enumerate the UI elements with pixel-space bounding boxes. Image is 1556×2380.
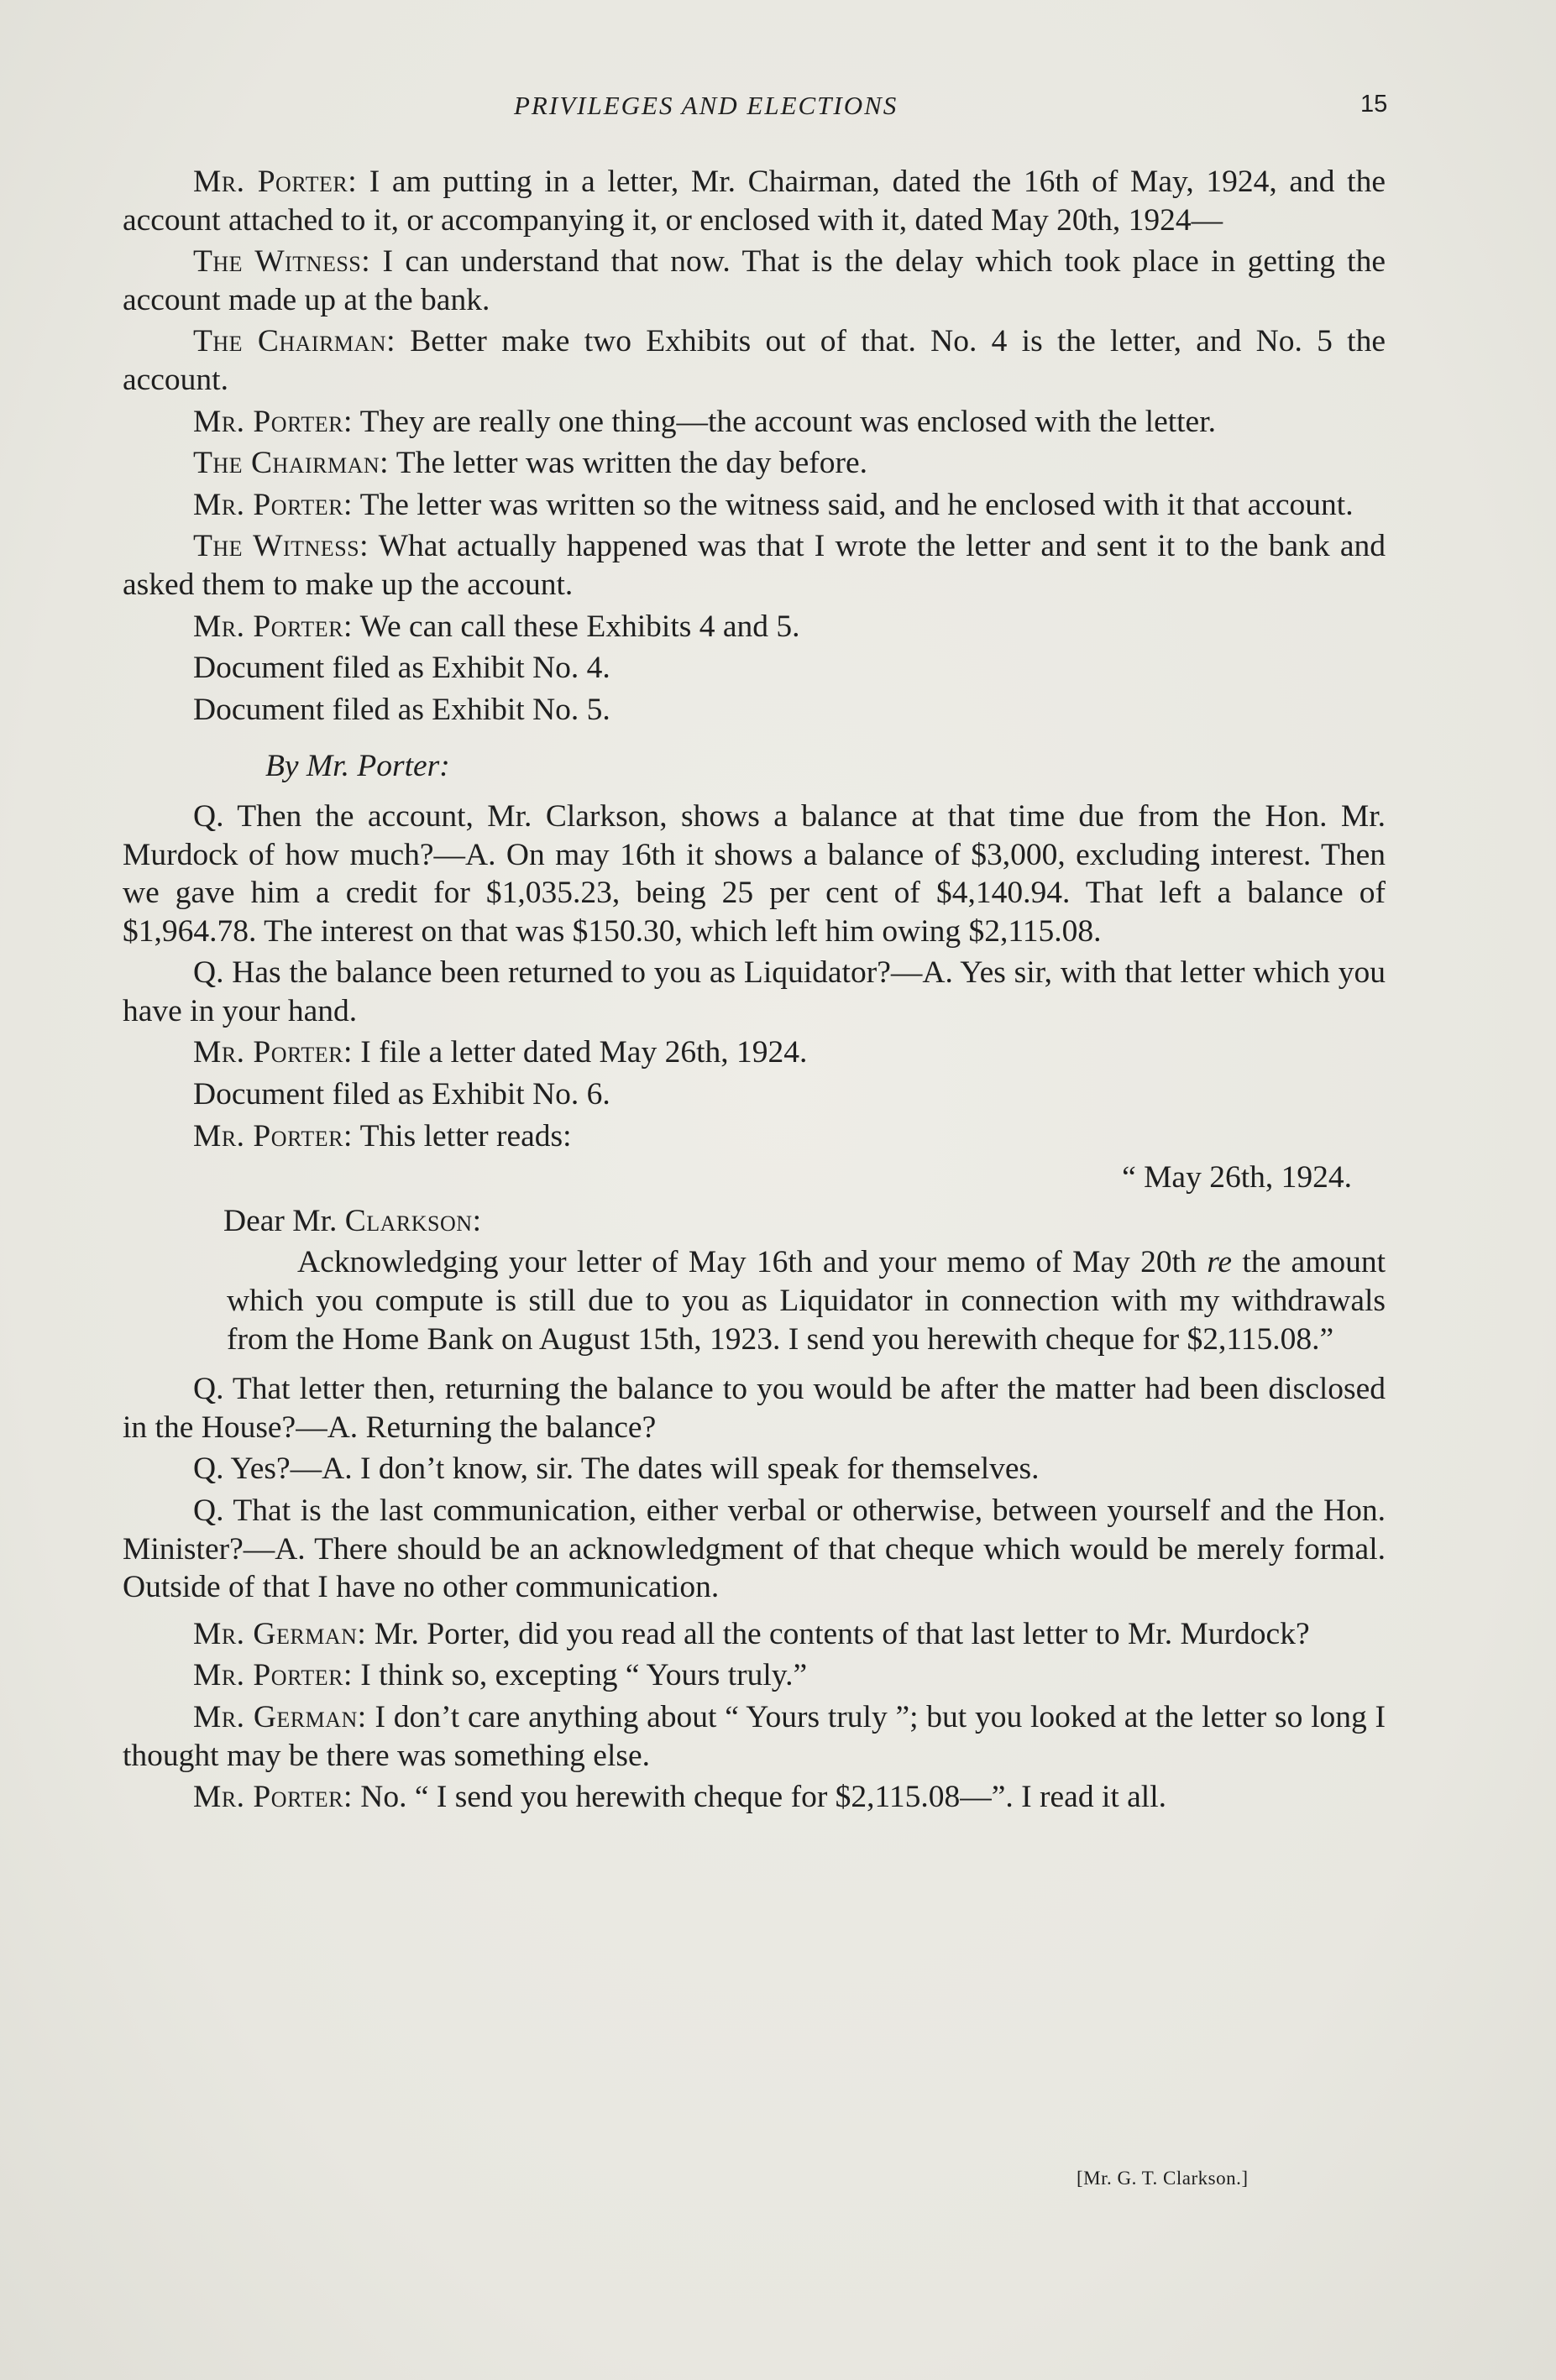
speaker-name: The Chairman:: [193, 446, 390, 481]
speaker-name: Mr. Porter:: [193, 165, 358, 199]
addressee-name: Clarkson: [344, 1203, 473, 1238]
paragraph: [123, 444, 1386, 483]
speech-text: The letter was written the day before.: [389, 446, 868, 481]
paragraph: [123, 322, 1386, 399]
speaker-name: Mr. Porter:: [193, 404, 353, 439]
paragraph: [123, 608, 1386, 646]
paragraph: [123, 243, 1386, 319]
speech-text: We can call these Exhibits 4 and 5.: [352, 609, 800, 644]
speaker-name: Mr. German:: [193, 1616, 367, 1651]
speaker-name: Mr. Porter:: [193, 1118, 353, 1153]
speaker-name: Mr. Porter:: [193, 1035, 353, 1070]
paragraph: [123, 163, 1386, 239]
speaker-name: The Witness:: [193, 529, 369, 564]
question-answer: Q. Has the balance been returned to you as Liquidator?—A. Yes sir, with that letter which you have in your hand.: [123, 955, 1386, 1028]
letter-body: Acknowledging your letter of May 16th and your memo of May 20th re the amount which you compute is still due to you as Liquidator in connection with my withdrawals from the Home Bank on August 15th, 1923. I send you herewith cheque for $2,115.08.”: [227, 1245, 1386, 1357]
speech-text: They are really one thing—the account was enclosed with the letter.: [352, 404, 1216, 439]
speech-text: I file a letter dated May 26th, 1924.: [352, 1035, 808, 1070]
speaker-name: Mr. Porter:: [193, 1658, 353, 1693]
paragraph: [123, 486, 1386, 525]
paragraph: [123, 1033, 1386, 1072]
speaker-name: Mr. Porter:: [193, 487, 353, 522]
paragraph: [123, 1117, 1386, 1156]
speech-text: The letter was written so the witness said, and he enclosed with it that account.: [352, 487, 1354, 522]
speech-text: What actually happened was that I wrote the letter and sent it to the bank and asked them to make up the account.: [123, 529, 1386, 602]
speech-text: I don’t care anything about “ Yours truly ”; but you looked at the letter so long I thought may be there was something else.: [123, 1699, 1386, 1773]
speech-text: No. “ I send you herewith cheque for $2,115.08—”. I read it all.: [352, 1780, 1167, 1815]
letter-salutation: Dear Mr. Clarkson:: [223, 1203, 481, 1238]
paragraph: [123, 1778, 1386, 1817]
exhibit-note: Document filed as Exhibit No. 5.: [193, 692, 610, 727]
speech-text: I am putting in a letter, Mr. Chairman, dated the 16th of May, 1924, and the account attached to it, or accompanying it, or enclosed with it, dated May 20th, 1924—: [123, 165, 1386, 238]
question-answer: Q. That letter then, returning the balance to you would be after the matter had been disclosed in the House?—A. Returning the balance?: [123, 1372, 1386, 1445]
paragraph: [123, 1698, 1386, 1775]
paragraph: [123, 1615, 1386, 1654]
speaker-name: Mr. Porter:: [193, 1780, 353, 1815]
latin-re: re: [1207, 1245, 1233, 1280]
speech-text: Better make two Exhibits out of that. No. 4 is the letter, and No. 5 the account.: [123, 324, 1386, 397]
speaker-name: Mr. Porter:: [193, 609, 353, 644]
page-number: 15: [1360, 91, 1388, 118]
running-head: PRIVILEGES AND ELECTIONS: [514, 91, 898, 120]
exhibit-note: Document filed as Exhibit No. 6.: [193, 1077, 610, 1112]
examination-byline: By Mr. Porter:: [265, 749, 450, 784]
paragraph: [123, 527, 1386, 604]
speech-text: I can understand that now. That is the delay which took place in getting the account made up at the bank.: [123, 244, 1386, 317]
footer-speaker-note: [Mr. G. T. Clarkson.]: [1077, 2168, 1249, 2189]
speech-text: Mr. Porter, did you read all the contents of that last letter to Mr. Murdock?: [366, 1616, 1310, 1651]
question-answer: Q. That is the last communication, either verbal or otherwise, between yourself and the Hon. Minister?—A. There should be an acknowledgment of that cheque which would be merely formal. Outside of that I have no other communication.: [123, 1493, 1386, 1605]
speaker-name: The Chairman:: [193, 324, 396, 359]
speech-text: I think so, excepting “ Yours truly.”: [352, 1658, 808, 1693]
letter-date: “ May 26th, 1924.: [1122, 1160, 1352, 1195]
speaker-name: Mr. German:: [193, 1699, 367, 1734]
speaker-name: The Witness:: [193, 244, 371, 280]
paragraph: [123, 1656, 1386, 1695]
paragraph: [123, 403, 1386, 442]
speech-text: This letter reads:: [352, 1118, 572, 1153]
body-text: [123, 163, 1386, 1820]
question-answer: Q. Yes?—A. I don’t know, sir. The dates will speak for themselves.: [193, 1452, 1040, 1487]
question-answer: Q. Then the account, Mr. Clarkson, shows a balance at that time due from the Hon. Mr. Murdock of how much?—A. On may 16th it shows a balance of $3,000, excluding interest. Then we gave him a credit for $1,035.23, being 25 per cent of $4,140.94. That left a balance of $1,964.78. The interest on that was $150.30, which left him owing $2,115.08.: [123, 798, 1386, 949]
exhibit-note: Document filed as Exhibit No. 4.: [193, 651, 610, 686]
